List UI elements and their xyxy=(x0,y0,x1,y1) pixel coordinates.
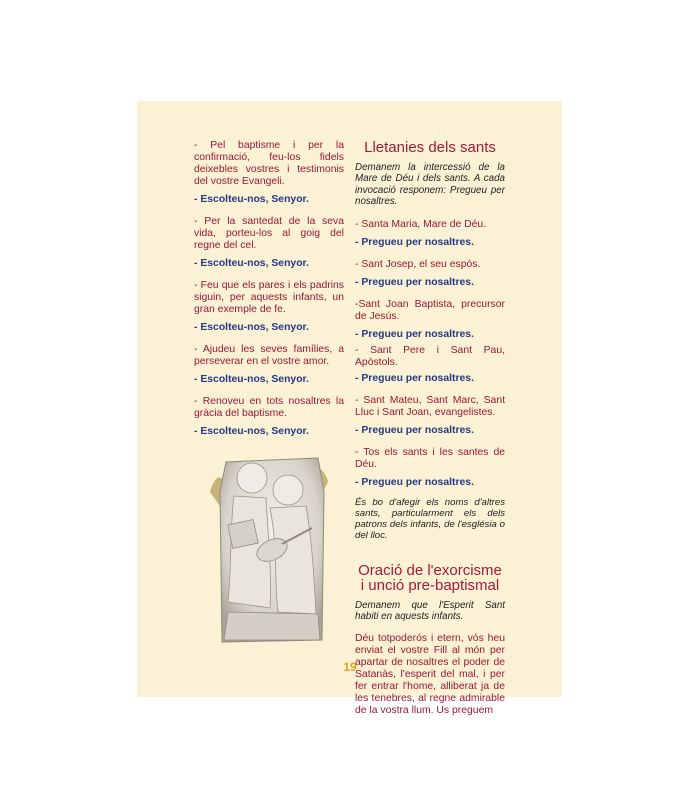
exorcism-prayer-text: Déu totpoderós i etern, vós heu enviat el vostre Fill al món per apartar de nosaltres el poder de Satanàs, l'esperit del mal, i per fer entrar l'home, alliberat ja de les tenebres, al regne admirable de la vostra llum. Us preguem xyxy=(355,632,505,716)
intercession-response: - Escolteu-nos, Senyor. xyxy=(194,258,309,269)
intercession-invocation: - Per la santedat de la seva vida, porteu-los al goig del regne del cel. xyxy=(194,216,344,251)
intercession-invocation: - Pel baptisme i per la confirmació, feu-los fidels deixebles vostres i testimonis del vostre Evangeli. xyxy=(194,140,344,187)
exorcism-title-line-1: Oració de l'exorcisme xyxy=(358,561,502,579)
litany-intro: Demanem la intercessió de la Mare de Déu i dels sants. A cada invocació responem: Pregueu per nosaltres. xyxy=(355,161,505,207)
exorcism-intro: Demanem que l'Esperit Sant habiti en aquests infants. xyxy=(355,599,505,622)
intercession-response: - Escolteu-nos, Senyor. xyxy=(194,194,309,205)
intercession-invocation: - Ajudeu les seves famílies, a perseverar en el vostre amor. xyxy=(194,344,344,367)
left-column xyxy=(194,140,344,438)
litany-invocation: - Sant Pere i Sant Pau, Apòstols. xyxy=(355,344,505,368)
intercession-invocation: - Renoveu en tots nosaltres la gràcia del baptisme. xyxy=(194,396,344,419)
litany-invocation: - Sant Mateu, Sant Marc, Sant Lluc i Sant Joan, evangelistes. xyxy=(355,394,505,418)
angels-relief-image xyxy=(208,452,330,648)
intercession-response: - Escolteu-nos, Senyor. xyxy=(194,322,309,333)
page-number: 19 xyxy=(343,660,357,674)
litany-invocation: -Sant Joan Baptista, precursor de Jesús. xyxy=(355,298,505,322)
litany-title: Lletanies dels sants xyxy=(364,139,496,156)
litany-invocation: - Sant Josep, el seu espòs. xyxy=(355,258,481,270)
litany-response: - Pregueu per nosaltres. xyxy=(355,236,474,248)
litany-response: - Pregueu per nosaltres. xyxy=(355,276,474,288)
right-column xyxy=(355,140,505,717)
litany-invocation: - Santa Maria, Mare de Déu. xyxy=(355,218,487,230)
litany-note: És bo d'afegir els noms d'altres sants, particularment els dels patrons dels infants, de l'església o del lloc. xyxy=(355,496,505,541)
intercession-response: - Escolteu-nos, Senyor. xyxy=(194,374,309,385)
litany-response: - Pregueu per nosaltres. xyxy=(355,372,474,384)
exorcism-title-line-2: i unció pre-baptismal xyxy=(360,577,500,594)
litany-response: - Pregueu per nosaltres. xyxy=(355,476,474,488)
intercession-response: - Escolteu-nos, Senyor. xyxy=(194,426,309,437)
litany-response: - Pregueu per nosaltres. xyxy=(355,328,474,340)
litany-invocation: - Tos els sants i les santes de Déu. xyxy=(355,446,505,470)
intercession-invocation: - Feu que els pares i els padrins siguin, per aquests infants, un gran exemple de fe. xyxy=(194,280,344,315)
litany-response: - Pregueu per nosaltres. xyxy=(355,424,474,436)
